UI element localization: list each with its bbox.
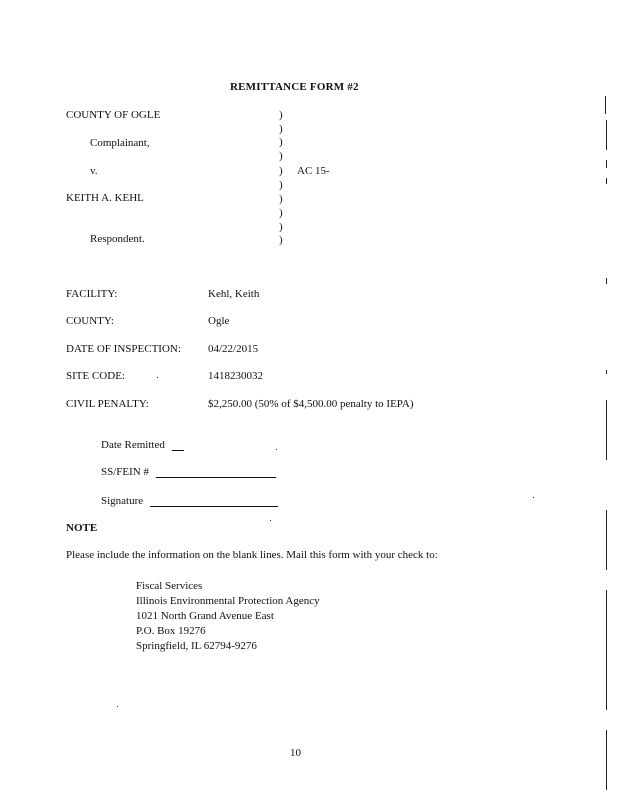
mailing-address xyxy=(136,579,320,654)
bracket-char: ) xyxy=(279,165,283,177)
address-line: 1021 North Grand Avenue East xyxy=(136,610,274,622)
respondent-label: Respondent. xyxy=(90,233,145,245)
address-line: Fiscal Services xyxy=(136,580,203,592)
complainant-label: Complainant, xyxy=(90,137,150,149)
bracket-char: ) xyxy=(279,207,283,219)
county-value: Ogle xyxy=(208,315,230,327)
date-remitted-label: Date Remitted xyxy=(101,439,165,451)
scan-edge-mark xyxy=(606,510,607,570)
signature-label: Signature xyxy=(101,495,144,507)
scan-edge-mark xyxy=(606,590,607,710)
respondent-name: KEITH A. KEHL xyxy=(66,192,144,204)
inspection-date-label: DATE OF INSPECTION: xyxy=(66,343,181,355)
bracket-char: ) xyxy=(279,136,283,148)
facility-value: Kehl, Keith xyxy=(208,288,260,300)
civil-penalty-label: CIVIL PENALTY: xyxy=(66,398,149,410)
ss-fein-label: SS/FEIN # xyxy=(101,466,149,478)
note-heading: NOTE xyxy=(66,522,98,534)
form-title: REMITTANCE FORM #2 xyxy=(230,81,359,93)
scan-edge-mark xyxy=(606,400,607,460)
scan-edge-mark xyxy=(606,160,607,168)
address-line: Springfield, IL 62794-9276 xyxy=(136,640,257,652)
signature-blank[interactable] xyxy=(150,496,278,507)
scan-dot xyxy=(157,377,158,378)
bracket-char: ) xyxy=(279,123,283,135)
note-instruction: Please include the information on the blank lines. Mail this form with your check to: xyxy=(66,549,438,561)
date-remitted-blank[interactable] xyxy=(172,440,184,451)
county-label: COUNTY: xyxy=(66,315,114,327)
case-number: AC 15- xyxy=(297,165,330,177)
scan-dot xyxy=(270,520,271,521)
site-code-value: 1418230032 xyxy=(208,370,263,382)
date-remitted-field[interactable] xyxy=(101,440,184,451)
scan-edge-mark xyxy=(606,178,607,184)
bracket-char: ) xyxy=(279,179,283,191)
versus-label: v. xyxy=(90,165,98,177)
bracket-char: ) xyxy=(279,193,283,205)
scan-edge-mark xyxy=(606,370,607,374)
scan-edge-mark xyxy=(606,120,607,150)
bracket-char: ) xyxy=(279,109,283,121)
county-caption: COUNTY OF OGLE xyxy=(66,109,161,121)
scan-dot xyxy=(276,449,277,450)
site-code-label: SITE CODE: xyxy=(66,370,125,382)
civil-penalty-value: $2,250.00 (50% of $4,500.00 penalty to IEPA) xyxy=(208,398,414,410)
address-line: P.O. Box 19276 xyxy=(136,625,206,637)
scan-dot xyxy=(533,497,534,498)
ss-fein-blank[interactable] xyxy=(156,467,276,478)
scan-edge-mark xyxy=(606,278,607,284)
ss-fein-field[interactable] xyxy=(101,467,276,478)
bracket-char: ) xyxy=(279,150,283,162)
facility-label: FACILITY: xyxy=(66,288,118,300)
inspection-date-value: 04/22/2015 xyxy=(208,343,259,355)
signature-field[interactable] xyxy=(101,496,278,507)
bracket-char: ) xyxy=(279,234,283,246)
scan-edge-mark xyxy=(605,96,606,114)
page-number: 10 xyxy=(290,747,301,759)
bracket-char: ) xyxy=(279,221,283,233)
address-line: Illinois Environmental Protection Agency xyxy=(136,595,320,607)
scan-dot xyxy=(117,706,118,707)
scan-edge-mark xyxy=(606,730,607,790)
